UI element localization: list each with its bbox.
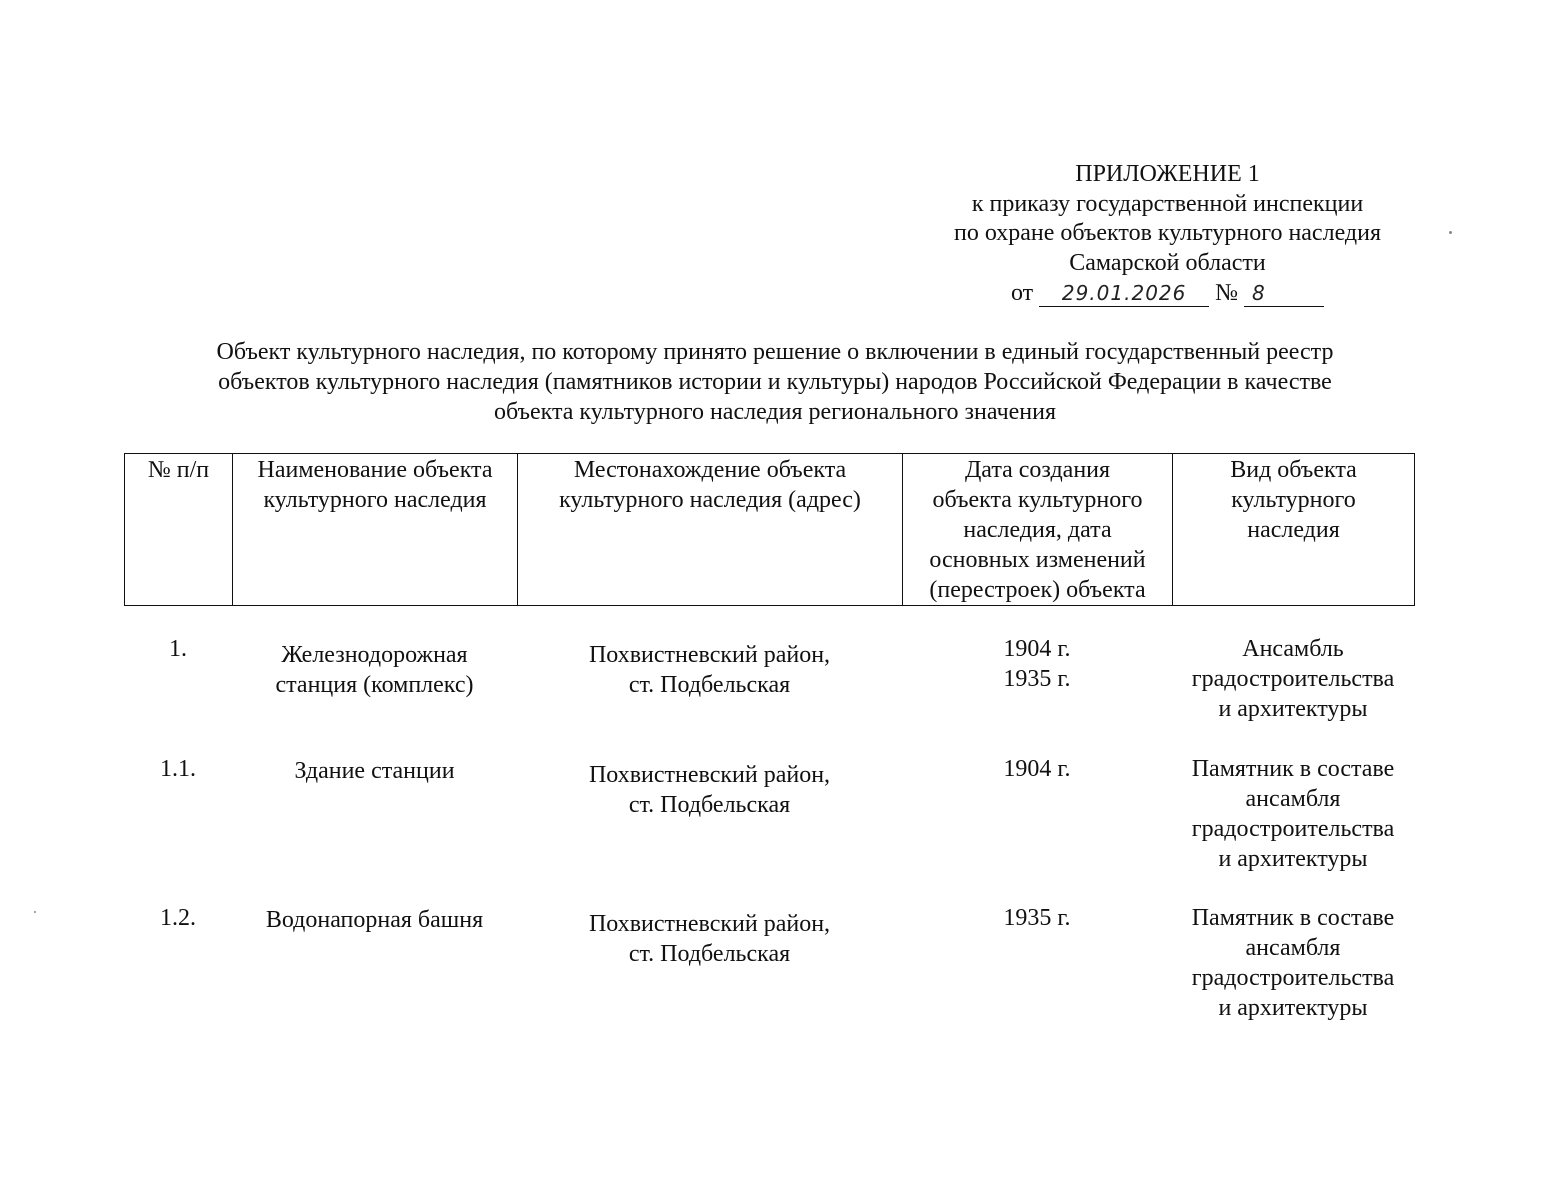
table-body (124, 634, 1414, 1033)
header-cell-type (1173, 454, 1415, 606)
object-address-text: ст. Подбельская (628, 941, 791, 967)
table-header (124, 453, 1415, 606)
table-row (124, 634, 1414, 754)
document-title-line-1: Объект культурного наследия, по которому принято решение о включении в единый государственный реестр (216, 339, 1334, 365)
scan-speck (1449, 231, 1452, 234)
object-type-text: градостроительства (1191, 816, 1395, 842)
object-type-text: и архитектуры (1218, 846, 1368, 872)
object-type-text: Памятник в составе (1191, 756, 1395, 782)
object-address-text: Похвистневский район, (588, 642, 831, 668)
object-date (902, 754, 1172, 784)
object-date (902, 634, 1172, 694)
object-name (232, 756, 517, 786)
document-title-line-2: объектов культурного наследия (памятников истории и культуры) народов Российской Федерации в качестве (218, 369, 1332, 395)
object-name (232, 640, 517, 700)
object-type-text: Ансамбль (1242, 636, 1344, 662)
row-number (124, 754, 232, 784)
header-text: культурного (1231, 487, 1356, 513)
header-text: культурного наследия (адрес) (559, 487, 861, 513)
object-type-text: ансамбля (1245, 786, 1341, 812)
header-cell-date (903, 454, 1173, 606)
object-address (517, 640, 902, 700)
header-text: Вид объекта (1230, 457, 1357, 483)
object-type (1172, 903, 1414, 1023)
object-address-text: Похвистневский район, (588, 911, 831, 937)
order-date-number (900, 279, 1435, 309)
row-number (124, 634, 232, 664)
scan-speck (34, 911, 36, 913)
header-text: (перестроек) объекта (929, 577, 1146, 603)
object-name (232, 905, 517, 935)
date-prefix: от (1010, 280, 1034, 306)
object-type-text: Памятник в составе (1191, 905, 1395, 931)
handwritten-number: 8 (1244, 280, 1324, 307)
object-name-text: Железнодорожная (281, 642, 468, 668)
object-address-text: ст. Подбельская (628, 672, 791, 698)
header-cell-name (233, 454, 518, 606)
object-address (517, 909, 902, 969)
header-text: основных изменений (929, 547, 1146, 573)
header-cell-address (518, 454, 903, 606)
appendix-line-3: Самарской области (1069, 249, 1266, 276)
object-name-text: Водонапорная башня (265, 907, 484, 933)
object-name-text: станция (комплекс) (275, 672, 474, 698)
appendix-header (900, 160, 1435, 309)
row-number (124, 903, 232, 933)
object-address (517, 760, 902, 820)
object-name-text: Здание станции (294, 758, 455, 784)
object-type (1172, 754, 1414, 874)
document-title-line-3: объекта культурного наследия регионального значения (493, 399, 1057, 425)
header-text: наследия (1247, 517, 1340, 543)
row-number-text: 1. (169, 636, 187, 662)
header-text: культурного наследия (263, 487, 487, 513)
object-address-text: Похвистневский район, (588, 762, 831, 788)
header-text: № п/п (147, 457, 210, 483)
appendix-line-1: к приказу государственной инспекции (971, 190, 1364, 217)
table-row (124, 903, 1414, 1033)
appendix-title: ПРИЛОЖЕНИЕ 1 (1075, 161, 1260, 187)
object-type-text: ансамбля (1245, 935, 1341, 961)
object-date-text: 1935 г. (1003, 905, 1071, 931)
header-text: наследия, дата (963, 517, 1112, 543)
table-row (124, 754, 1414, 903)
object-type-text: и архитектуры (1218, 696, 1368, 722)
header-cell-num (125, 454, 233, 606)
header-text: объекта культурного (932, 487, 1143, 513)
number-prefix: № (1215, 280, 1239, 306)
row-number-text: 1.2. (160, 905, 196, 931)
object-date (902, 903, 1172, 933)
object-date-text: 1935 г. (1003, 666, 1071, 692)
header-text: Наименование объекта (257, 457, 493, 483)
object-type (1172, 634, 1414, 724)
object-date-text: 1904 г. (1003, 756, 1071, 782)
row-number-text: 1.1. (160, 756, 196, 782)
document-title (110, 337, 1440, 427)
object-address-text: ст. Подбельская (628, 792, 791, 818)
object-type-text: градостроительства (1191, 965, 1395, 991)
object-date-text: 1904 г. (1003, 636, 1071, 662)
handwritten-date: 29.01.2026 (1039, 280, 1209, 307)
object-type-text: и архитектуры (1218, 995, 1368, 1021)
header-text: Местонахождение объекта (573, 457, 847, 483)
header-text: Дата создания (964, 457, 1111, 483)
object-type-text: градостроительства (1191, 666, 1395, 692)
appendix-line-2: по охране объектов культурного наследия (953, 220, 1381, 246)
